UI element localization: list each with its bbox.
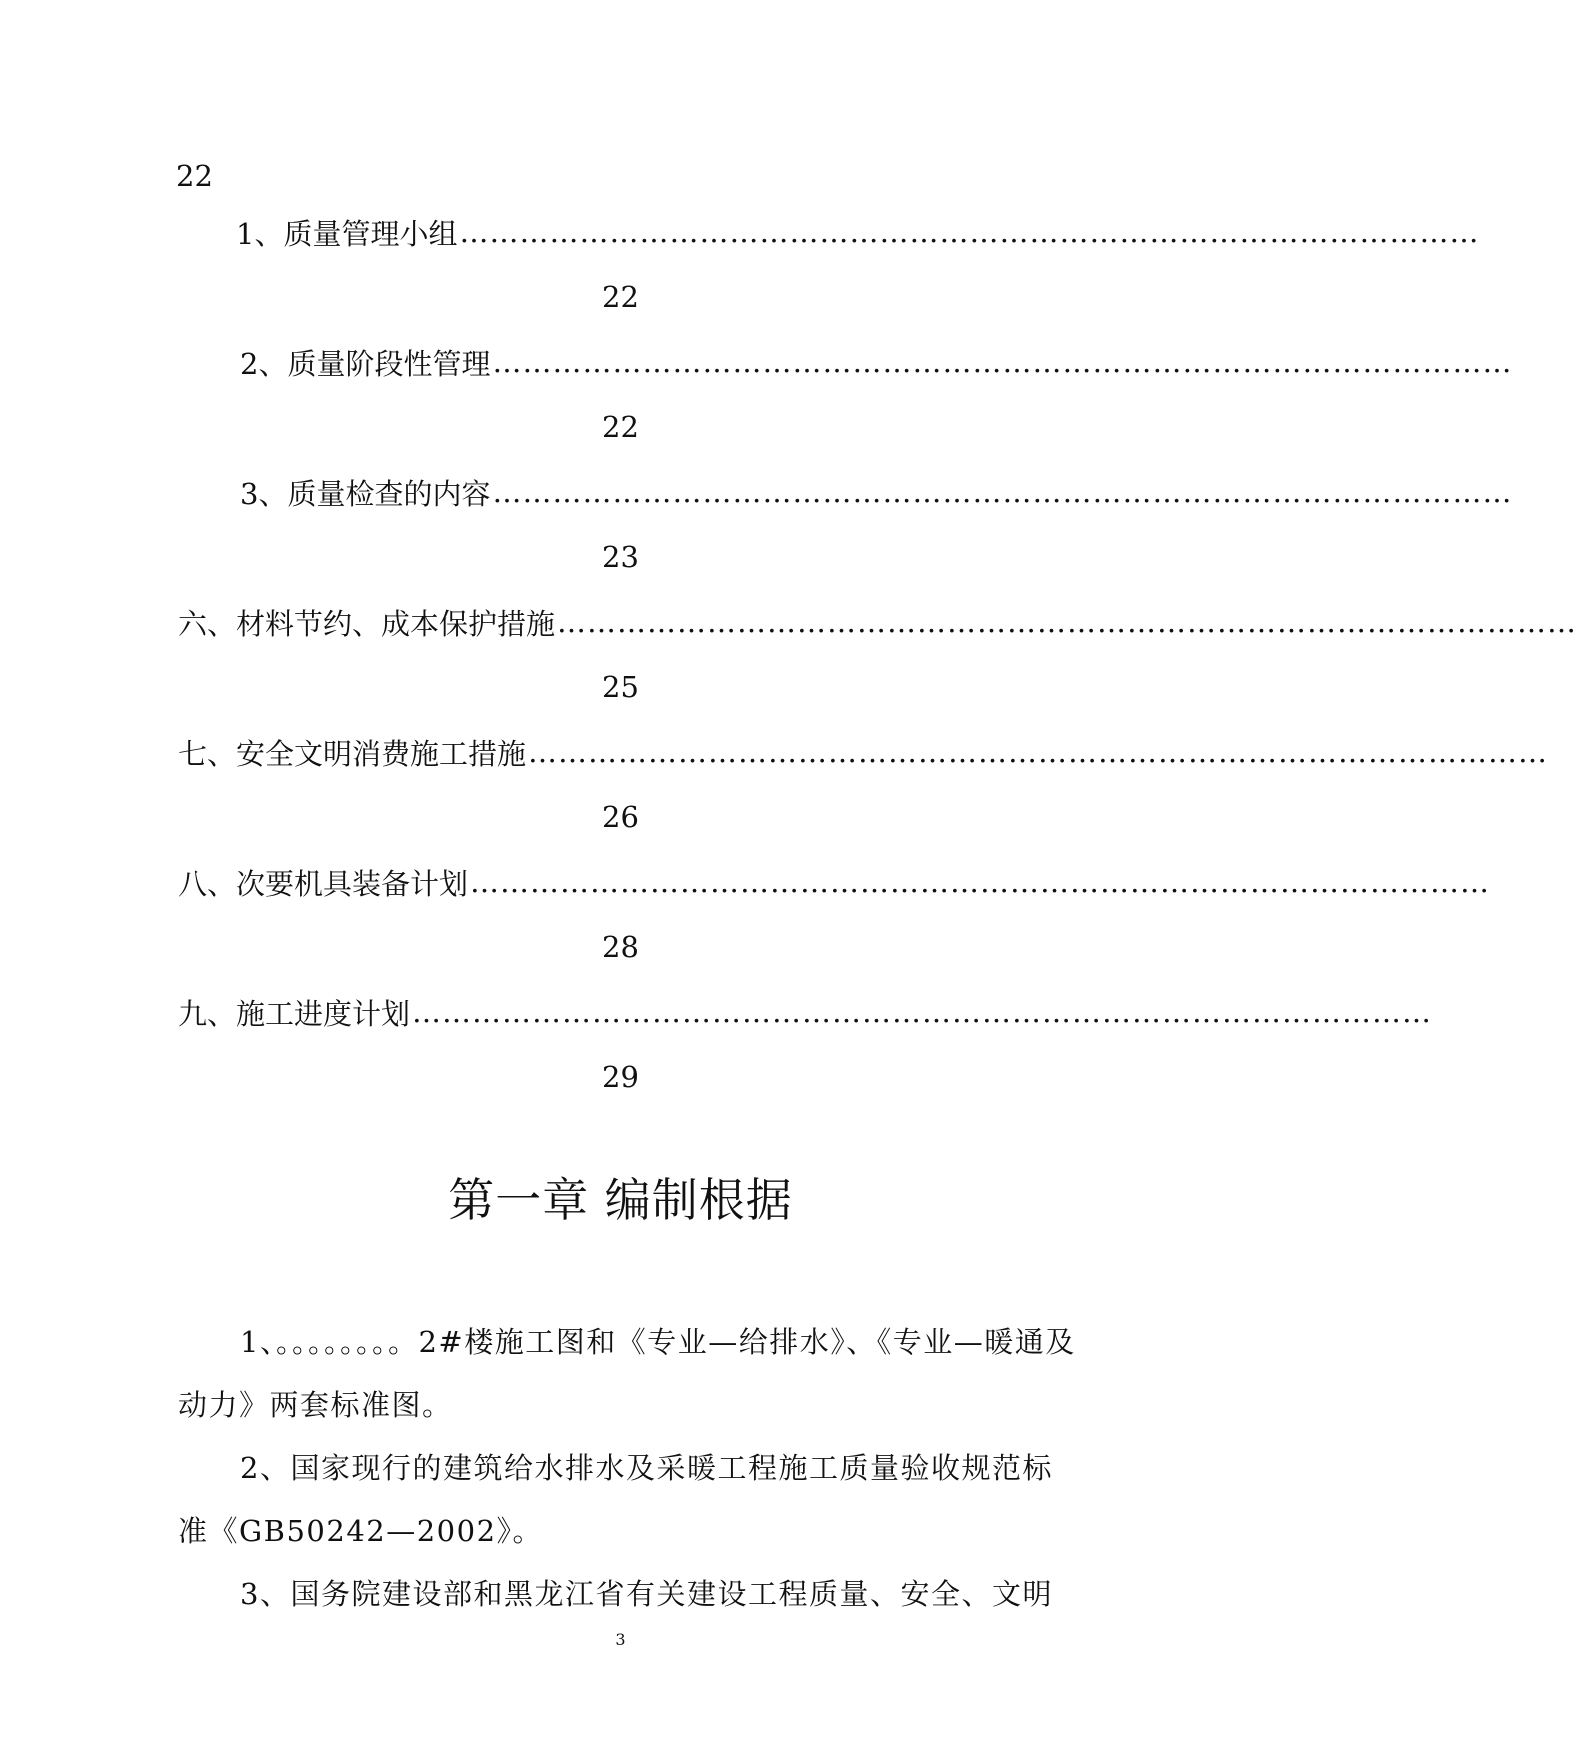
toc-entry-label: 2、质量阶段性管理	[240, 346, 491, 381]
toc-entry-label: 八、次要机具装备计划	[178, 866, 469, 901]
toc-leader-dots: …………………………………………………………………………………………	[492, 345, 1513, 379]
toc-entry-page: 25	[602, 670, 639, 704]
paragraph-2-line-1: 2、国家现行的建筑给水排水及采暖工程施工质量验收规范标	[240, 1451, 1053, 1485]
toc-entry-page: 29	[602, 1060, 639, 1094]
chapter-title: 第一章 编制根据	[448, 1173, 793, 1227]
toc-entry-label: 3、质量检查的内容	[240, 476, 491, 511]
toc-entry	[240, 342, 1513, 382]
paragraph-3-line-1: 3、国务院建设部和黑龙江省有关建设工程质量、安全、文明	[240, 1577, 1053, 1611]
toc-entry-label: 六、材料节约、成本保护措施	[178, 606, 556, 641]
toc-entry	[178, 992, 1433, 1032]
page-number: 3	[615, 1630, 626, 1649]
toc-carry-page: 22	[176, 159, 213, 193]
paragraph-1-line-1: 1、。。。。。。。。2#楼施工图和《专业—给排水》、《专业—暖通及	[240, 1325, 1076, 1359]
toc-entry-page: 28	[602, 930, 639, 964]
toc-entry	[178, 602, 1577, 642]
toc-leader-dots: …………………………………………………………………………………………	[557, 605, 1577, 639]
toc-entry	[178, 732, 1549, 772]
paragraph-1-line-2: 动力》两套标准图。	[178, 1388, 453, 1422]
toc-entry	[236, 212, 1480, 252]
toc-entry-page: 22	[602, 280, 639, 314]
paragraph-2-line-2: 准《GB50242—2002》。	[178, 1514, 544, 1548]
toc-entry-label: 1、质量管理小组	[236, 216, 458, 251]
toc-leader-dots: …………………………………………………………………………………………	[528, 735, 1549, 769]
toc-entry-page: 22	[602, 410, 639, 444]
toc-leader-dots: …………………………………………………………………………………………	[412, 995, 1433, 1029]
toc-entry	[240, 472, 1513, 512]
toc-leader-dots: …………………………………………………………………………………………	[459, 215, 1480, 249]
toc-entry-page: 26	[602, 800, 639, 834]
toc-entry-label: 七、安全文明消费施工措施	[178, 736, 527, 771]
toc-leader-dots: …………………………………………………………………………………………	[492, 475, 1513, 509]
toc-leader-dots: …………………………………………………………………………………………	[470, 865, 1491, 899]
toc-entry-label: 九、施工进度计划	[178, 996, 411, 1031]
toc-entry-page: 23	[602, 540, 639, 574]
toc-entry	[178, 862, 1491, 902]
